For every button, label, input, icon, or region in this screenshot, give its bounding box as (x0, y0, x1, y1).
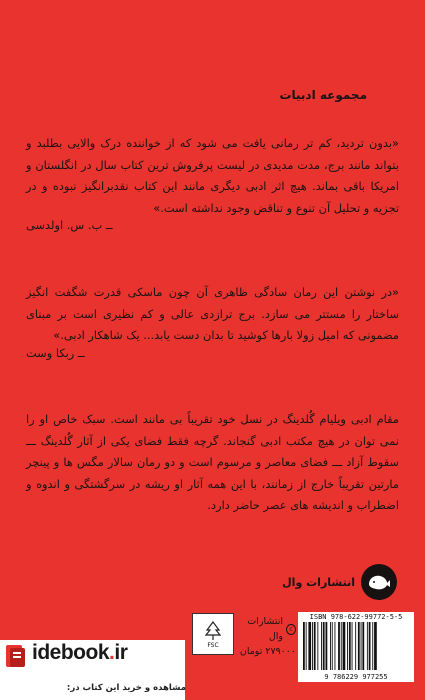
barcode-bar (374, 622, 377, 670)
quote-text: «در نوشتن این رمان سادگی ظاهری آن چون ماسکی قدرت شگفت انگیز ساختار را مستتر می سازد. برج ترازدی عالی و کم نظیری است بر مبنای مضمونی که امیل زولا بارها کوشید تا بدان دست یابد... یک شاهکار ادبی.» (26, 285, 399, 342)
fsc-label: FSC (207, 641, 219, 649)
fsc-tree-icon (203, 620, 223, 642)
barcode-bar (361, 622, 362, 670)
barcode-bar (335, 622, 336, 670)
idebook-logo-icon (2, 641, 30, 671)
publisher-name: انتشارات وال (282, 575, 355, 589)
brand-dot: . (109, 641, 115, 664)
brand-main: idebook (32, 641, 110, 664)
quote-text: «بدون تردید، کم تر رمانی یافت می شود که از خواننده درک والایی بطلبد و بتواند مانند برج، مدت مدیدی در لیست پرفروش ترین کتاب سال در انگلستان و امریکا باقی بماند. هیچ اثر ادبی دیگری مانند این کتاب نقدبرانگیز نبوده و در تجزیه و تحلیل آن تنوع و تناقض وجود نداشته است.» (26, 136, 399, 215)
quote-west (26, 282, 399, 363)
barcode-bar (341, 622, 342, 670)
barcode-bar (349, 622, 351, 670)
barcode-bar (314, 622, 316, 670)
quote-author: ــ ربکا وست (26, 345, 85, 360)
barcode-bar (303, 622, 305, 670)
isbn-barcode (298, 612, 414, 682)
series-title: مجموعه ادبیات (279, 88, 367, 102)
isbn-label: ISBN 978-622-99772-5-5 (309, 613, 403, 621)
barcode-bar (355, 622, 356, 670)
price-publisher: انتشارات وال (247, 616, 283, 642)
quote-author: ــ ب. س. اولدسی (26, 218, 113, 232)
price-amount: ۲۷۹۰۰۰ تومان (239, 646, 296, 657)
barcode-bar (358, 622, 360, 670)
barcode-bar (312, 622, 313, 670)
barcode-bar (317, 622, 318, 670)
brand-tld: ir (114, 641, 128, 664)
price-block (236, 614, 296, 657)
barcode-bar (321, 622, 322, 670)
barcode-bar (362, 622, 364, 670)
barcode-bar (372, 622, 373, 670)
barcode-bar (352, 622, 353, 670)
publisher-logo (282, 564, 397, 600)
about-author (26, 409, 399, 517)
barcode-bar (367, 622, 368, 670)
barcode-bar (332, 622, 333, 670)
about-text: مقام ادبی ویلیام گُلدینگ در نسل خود تقریباً بی مانند است. سبک خاص او را نمی توان در هیچ مکتب ادبی گنجاند. گرچه فقط فضای یکی از آثار گُلدینگ ـــ سقوط آزاد ـــ فضای معاصر و مرسوم است و دو رمان سالار مگس ها و پینچر مارتین تقریباً خارج از زمانند، با این همه آثار او ریشه در سرگشتگی و اندوه و اضطراب و اندیشه های عصر حاضر دارد. (26, 412, 399, 512)
quote-oldsey (26, 133, 399, 235)
watermark-tagline: مشاهده و خرید این کتاب در: (66, 683, 186, 693)
barcode-bar (347, 622, 348, 670)
barcode-bars (302, 622, 410, 670)
copyright-icon: c (286, 624, 296, 635)
whale-icon (361, 564, 397, 600)
barcode-bar (343, 622, 346, 670)
isbn-digits: 9 786229 977255 (324, 673, 388, 681)
fsc-badge (192, 613, 234, 655)
barcode-bar (306, 622, 307, 670)
barcode-bar (308, 622, 311, 670)
barcode-bar (326, 622, 328, 670)
watermark-brand[interactable] (32, 641, 127, 665)
barcode-bar (338, 622, 340, 670)
barcode-bar (369, 622, 371, 670)
barcode-bar (330, 622, 331, 670)
barcode-bar (323, 622, 325, 670)
